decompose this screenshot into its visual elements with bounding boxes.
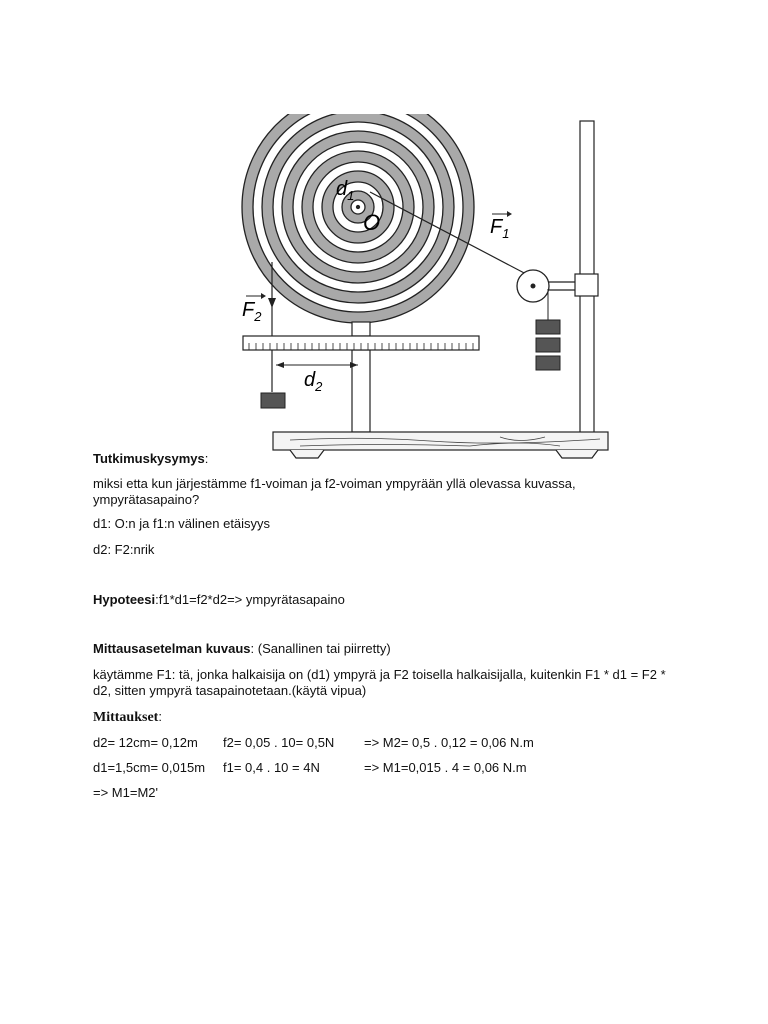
disk-post-upper [352,322,370,336]
measurements-heading: Mittaukset: [93,709,162,725]
label-O: O [363,210,381,235]
setup-heading: Mittausasetelman kuvaus: (Sanallinen tai piirretty) [93,641,391,656]
disk-post [352,350,370,432]
research-question-text: miksi etta kun järjestämme f1-voiman ja f2-voiman ympyrään yllä olevassa kuvassa, ympyrätasapaino? [93,476,576,507]
hypothesis: Hypoteesi:f1*d1=f2*d2=> ympyrätasapaino [93,592,345,607]
research-question-heading: Tutkimuskysymys: [93,451,209,466]
measurement-d1: d1=1,5cm= 0,015m [93,760,206,775]
wooden-base [273,432,608,458]
concentric-disk [242,114,474,323]
measurement-f1: f1= 0,4 . 10 = 4N [223,760,320,775]
f2-weight [261,393,285,408]
measurement-f2: f2= 0,05 . 10= 0,5N [223,735,335,750]
d2-definition: d2: F2:nrik [93,542,155,557]
label-F1: $F_1$ [490,216,510,241]
d1-definition: d1: O:n ja f1:n välinen etäisyys [93,516,271,531]
label-F2: $F_2$ [242,299,262,324]
lever-disk-diagram [236,114,616,464]
measurement-m2: => M2= 0,5 . 0,12 = 0,06 N.m [364,735,534,750]
f1-weights [536,320,560,370]
measurement-m1: => M1=0,015 . 4 = 0,06 N.m [364,760,527,775]
label-d1: $d_1$ [336,178,355,203]
conclusion: => M1=M2' [93,785,158,800]
clamp [575,274,598,296]
measurement-d2: d2= 12cm= 0,12m [93,735,198,750]
setup-description: käytämme F1: tä, jonka halkaisija on (d1) ympyrä ja F2 toisella halkaisijalla, kuitenkin F1 * d1 = F2 * d2, sitten ympyrä tasapainotetaan.(käytä vipua) [93,667,666,698]
label-d2: $d_2$ [304,369,323,394]
